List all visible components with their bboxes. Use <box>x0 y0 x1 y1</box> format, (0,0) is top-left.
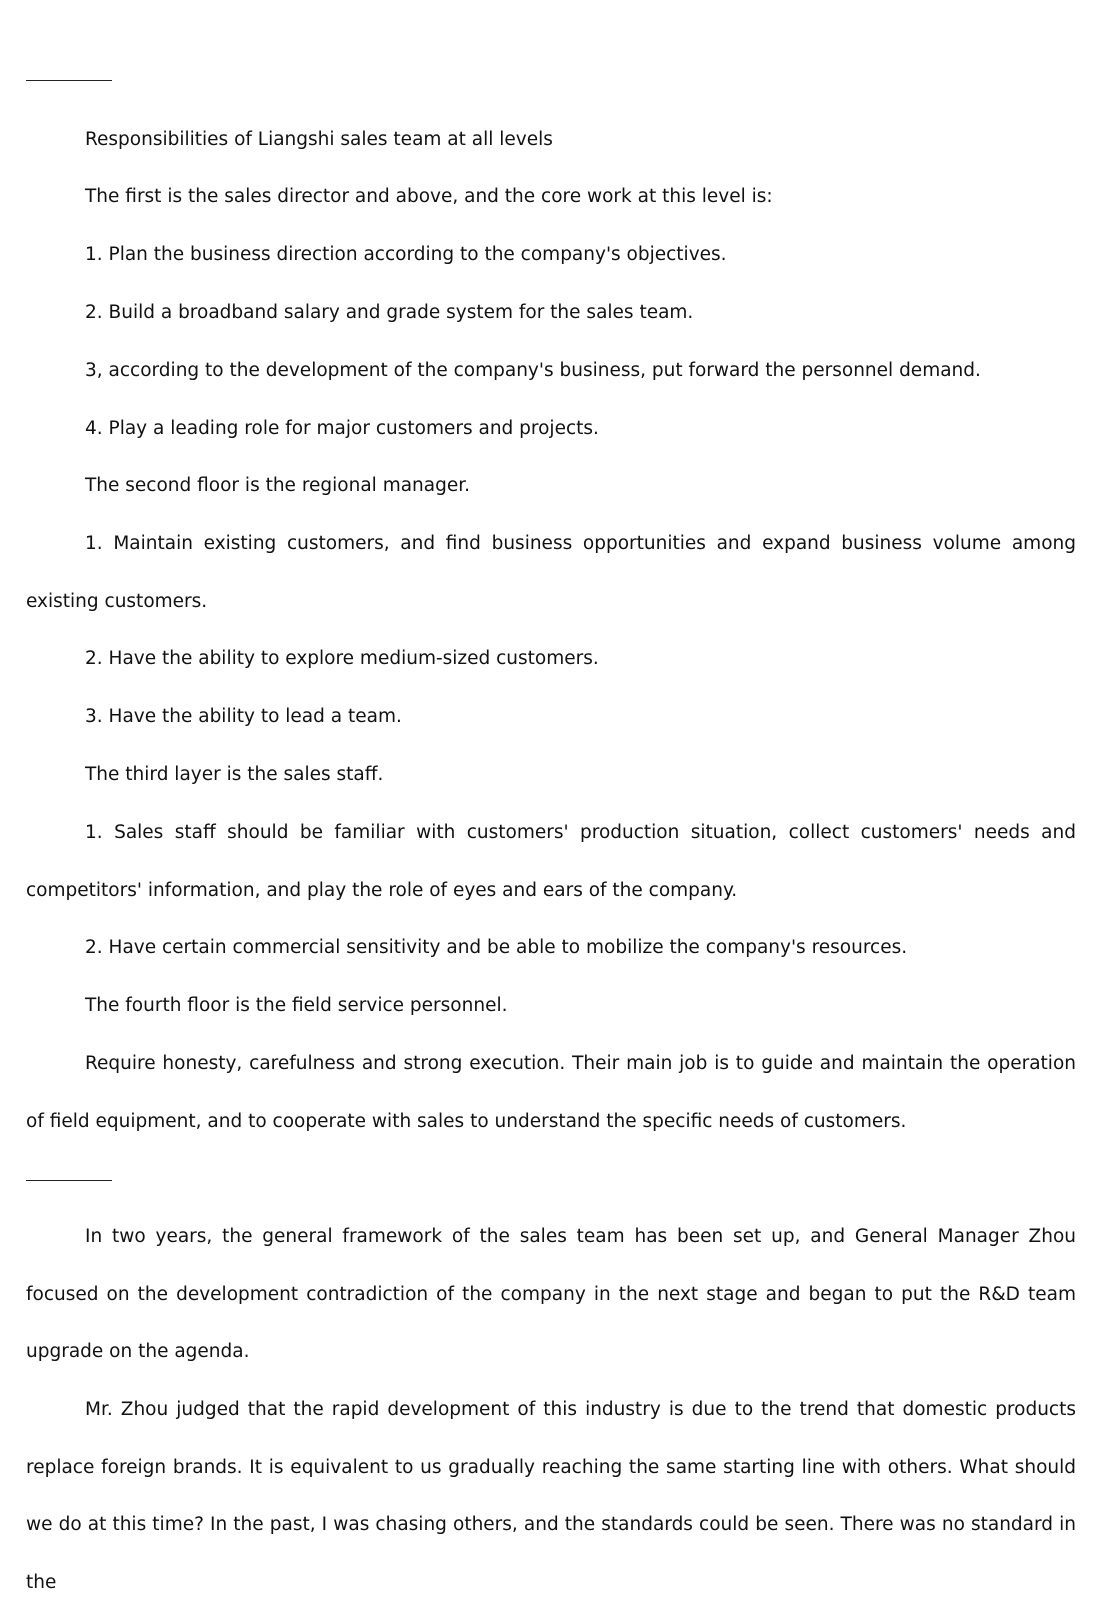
section-separator-middle <box>26 1180 112 1181</box>
paragraph: 1. Maintain existing customers, and find business opportunities and expand business volume among existing customers. <box>26 533 1076 612</box>
paragraph: The third layer is the sales staff. <box>85 764 384 785</box>
paragraph: The first is the sales director and above, and the core work at this level is: <box>85 186 773 207</box>
paragraph: 2. Have the ability to explore medium-sized customers. <box>85 648 599 669</box>
paragraph: 3. Have the ability to lead a team. <box>85 706 402 727</box>
section-separator-top <box>26 80 112 81</box>
paragraph: Require honesty, carefulness and strong execution. Their main job is to guide and maintain the operation of field equipment, and to cooperate with sales to understand the specific needs of customers. <box>26 1053 1076 1132</box>
paragraph: The fourth floor is the field service personnel. <box>85 995 508 1016</box>
paragraph: 1. Sales staff should be familiar with customers' production situation, collect customers' needs and competitors' information, and play the role of eyes and ears of the company. <box>26 822 1076 901</box>
paragraph: 2. Build a broadband salary and grade system for the sales team. <box>85 302 694 323</box>
paragraph: Mr. Zhou judged that the rapid development of this industry is due to the trend that domestic products replace foreign brands. It is equivalent to us gradually reaching the same starting line with others. What should we do at this time? In the past, I was chasing others, and the standards could be seen. There was no standard in the <box>26 1399 1076 1593</box>
paragraph: In two years, the general framework of the sales team has been set up, and General Manager Zhou focused on the development contradiction of the company in the next stage and began to put the R&D team upgrade on the agenda. <box>26 1226 1076 1363</box>
paragraph: 3, according to the development of the company's business, put forward the personnel demand. <box>85 360 981 381</box>
paragraph: 2. Have certain commercial sensitivity and be able to mobilize the company's resources. <box>85 937 908 958</box>
paragraph-heading: Responsibilities of Liangshi sales team at all levels <box>85 129 553 150</box>
paragraph: 4. Play a leading role for major customers and projects. <box>85 418 599 439</box>
paragraph: 1. Plan the business direction according to the company's objectives. <box>85 244 727 265</box>
paragraph: The second floor is the regional manager. <box>85 475 471 496</box>
